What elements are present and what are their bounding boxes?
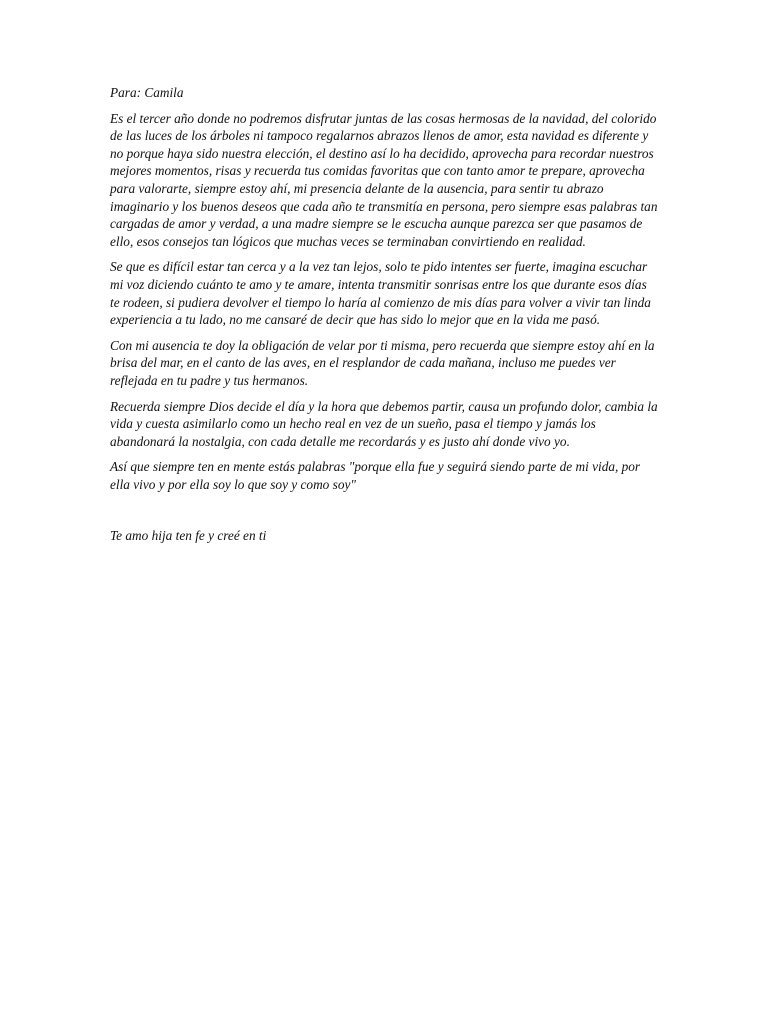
paragraph-5: Así que siempre ten en mente estás palabras "porque ella fue y seguirá siendo parte de mi vida, por ella vivo y por ella soy lo que soy y como soy" <box>110 459 641 492</box>
closing-line: Te amo hija ten fe y creé en ti <box>110 528 267 544</box>
paragraph-1: Es el tercer año donde no podremos disfrutar juntas de las cosas hermosas de la navidad, del colorido de las luces de los árboles ni tampoco regalarnos abrazos llenos de amor, esta navidad es diferente y no porque haya sido nuestra elección, el destino así lo ha decidido, aprovecha para recordar nuestros mejores momentos, risas y recuerda tus comidas favoritas que con tanto amor te prepare, aprovecha para valorarte, siempre estoy ahí, mi presencia delante de la ausencia, para sentir tu abrazo imaginario y los buenos deseos que cada año te transmitía en persona, pero siempre esas palabras tan cargadas de amor y verdad, a una madre siempre se le escucha aunque parezca ser que pasamos de ello, esos consejos tan lógicos que muchas veces se terminaban convirtiendo en realidad. <box>110 110 658 249</box>
paragraph-3: Con mi ausencia te doy la obligación de velar por ti misma, pero recuerda que siempre estoy ahí en la brisa del mar, en el canto de las aves, en el resplandor de cada mañana, incluso me puedes ver reflejada en tu padre y tus hermanos. <box>110 337 655 388</box>
paragraph-4: Recuerda siempre Dios decide el día y la hora que debemos partir, causa un profundo dolor, cambia la vida y cuesta asimilarlo como un hecho real en vez de un sueño, pasa el tiempo y jamás los abandonará la nostalgia, con cada detalle me recordarás y es justo ahí donde vivo yo. <box>110 398 658 449</box>
letter-body <box>110 84 658 553</box>
salutation: Para: Camila <box>110 85 184 100</box>
paragraph-2: Se que es difícil estar tan cerca y a la vez tan lejos, solo te pido intentes ser fuerte, imagina escuchar mi voz diciendo cuánto te amo y te amare, intenta transmitir sonrisas entre los que durante esos días te rodeen, si pudiera devolver el tiempo lo haría al comienzo de mis días para volver a vivir tan linda experiencia a tu lado, no me cansaré de decir que has sido lo mejor que en la vida me pasó. <box>110 259 651 328</box>
